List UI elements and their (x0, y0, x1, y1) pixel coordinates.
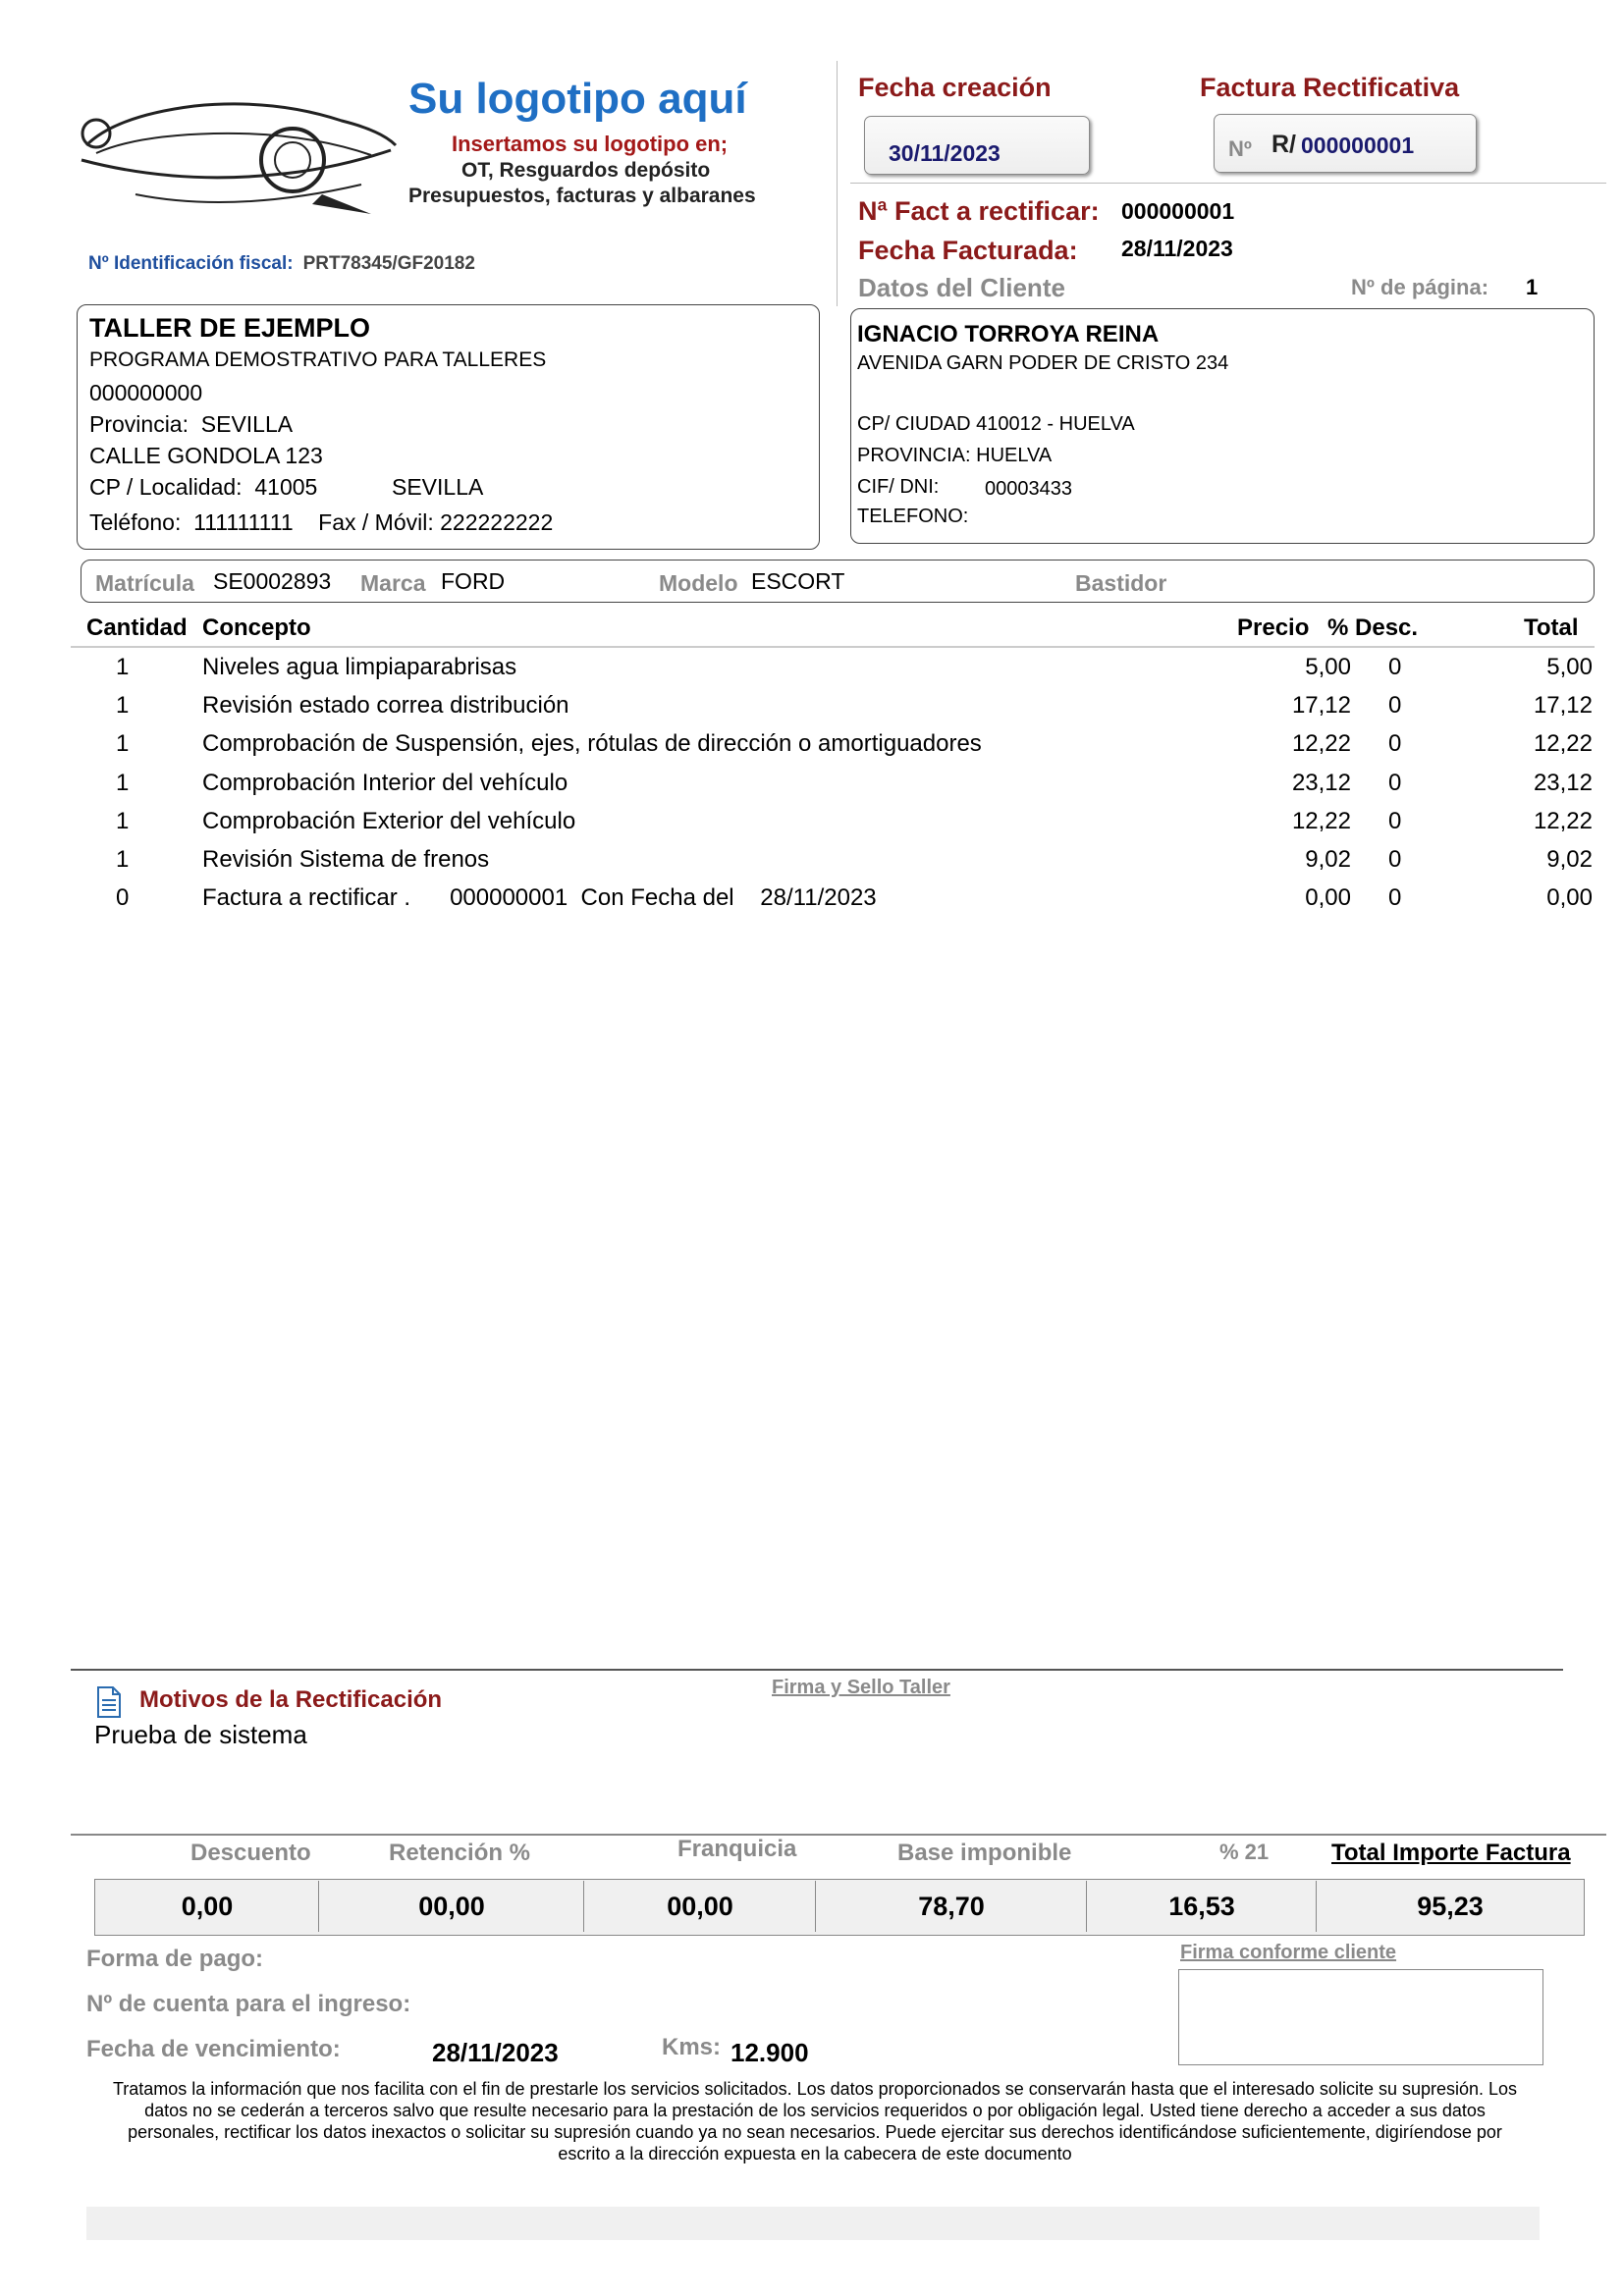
iva-header: % 21 (1219, 1840, 1270, 1864)
taller-name: TALLER DE EJEMPLO (89, 313, 371, 343)
row-concepto: Revisión estado correa distribución (202, 692, 569, 720)
row-desc: 0 (1388, 769, 1402, 796)
taller-cp: 41005 (254, 474, 318, 500)
cliente-direccion: AVENIDA GARN PODER DE CRISTO 234 (857, 352, 1229, 374)
car-logo-icon (77, 77, 401, 224)
fiscal-id-label: Nº Identificación fiscal: (88, 253, 294, 274)
row-precio: 12,22 (1291, 807, 1351, 834)
total-value: 95,23 (1417, 1892, 1484, 1921)
cliente-name: IGNACIO TORROYA REINA (857, 321, 1160, 347)
factura-number-box (1214, 114, 1477, 173)
cliente-cp: 410012 - HUELVA (976, 413, 1135, 435)
vencimiento-label: Fecha de vencimiento: (86, 2036, 341, 2062)
table-row (0, 730, 1623, 768)
firma-cliente-box[interactable] (1178, 1969, 1543, 2065)
motivos-text: Prueba de sistema (94, 1720, 307, 1749)
row-desc: 0 (1388, 692, 1402, 720)
retencion-header: Retención % (389, 1840, 531, 1866)
row-concepto: Comprobación de Suspensión, ejes, rótulas de dirección o amortiguadores (202, 730, 982, 758)
taller-nif: 000000000 (89, 380, 203, 405)
table-row (0, 846, 1623, 883)
fiscal-id-value: PRT78345/GF20182 (302, 253, 475, 274)
divider (71, 1834, 1606, 1836)
fecha-facturada-value: 28/11/2023 (1121, 236, 1233, 261)
fact-rectificar-label: Nª Fact a rectificar: (858, 196, 1100, 226)
numero-series: R/ (1271, 131, 1296, 158)
kms-value: 12.900 (730, 2038, 809, 2067)
row-concepto: Niveles agua limpiaparabrisas (202, 654, 517, 680)
table-row (0, 884, 1623, 922)
col-concepto-header: Concepto (202, 614, 311, 641)
row-cantidad: 1 (116, 730, 130, 758)
descuento-value: 0,00 (96, 1881, 319, 1932)
logo-tagline: Insertamos su logotipo en; (452, 132, 729, 156)
fecha-creacion-box (864, 116, 1090, 175)
fecha-creacion-value: 30/11/2023 (889, 140, 1001, 166)
divider (71, 1669, 1563, 1671)
table-header-divider (71, 646, 1595, 648)
row-concepto: Revisión Sistema de frenos (202, 846, 490, 873)
logo-title: Su logotipo aquí (408, 75, 747, 123)
row-cantidad: 1 (116, 692, 130, 720)
row-cantidad: 1 (116, 654, 130, 680)
row-precio: 9,02 (1305, 846, 1351, 873)
row-total: 12,22 (1533, 730, 1593, 758)
taller-telefono: 111111111 (193, 509, 294, 535)
row-concepto: Factura a rectificar . 000000001 Con Fecha del 28/11/2023 (202, 884, 877, 912)
marca-label: Marca (360, 570, 426, 596)
vehiculo-bar (81, 560, 1595, 603)
footer-bar (86, 2207, 1540, 2240)
total-header: Total Importe Factura (1331, 1840, 1571, 1866)
logo-tagline: OT, Resguardos depósito (461, 159, 711, 182)
row-desc: 0 (1388, 807, 1402, 834)
cliente-provincia-label: PROVINCIA: (857, 445, 971, 466)
kms-label: Kms: (662, 2034, 722, 2060)
pagina-value: 1 (1526, 275, 1539, 299)
table-row (0, 808, 1623, 845)
numero-prefix: Nº (1228, 136, 1252, 161)
matricula-label: Matrícula (95, 570, 194, 596)
marca-value: FORD (441, 568, 506, 594)
taller-box (77, 304, 820, 550)
row-cantidad: 1 (116, 769, 130, 796)
franquicia-header: Franquicia (677, 1836, 797, 1862)
cliente-box (850, 308, 1595, 544)
taller-cp-label: CP / Localidad: (89, 474, 243, 500)
col-total-header: Total (1524, 614, 1579, 641)
col-precio-header: Precio (1237, 614, 1310, 641)
row-precio: 12,22 (1291, 730, 1351, 758)
row-desc: 0 (1388, 730, 1402, 758)
divider (837, 61, 838, 306)
firma-taller-label: Firma y Sello Taller (772, 1677, 950, 1698)
retencion-value: 00,00 (320, 1881, 584, 1932)
firma-cliente-label: Firma conforme cliente (1180, 1942, 1397, 1963)
motivos-label: Motivos de la Rectificación (139, 1686, 443, 1713)
row-precio: 17,12 (1291, 692, 1351, 720)
iva-value: 16,53 (1088, 1881, 1317, 1932)
cliente-provincia: HUELVA (976, 445, 1053, 466)
row-total: 9,02 (1546, 846, 1593, 873)
base-value: 78,70 (817, 1881, 1087, 1932)
cliente-cif-label: CIF/ DNI: (857, 476, 940, 498)
taller-fax: 222222222 (440, 509, 554, 535)
datos-cliente-label: Datos del Cliente (858, 273, 1065, 302)
fact-rectificar-value: 000000001 (1121, 198, 1235, 224)
row-desc: 0 (1388, 884, 1402, 912)
taller-localidad: SEVILLA (392, 474, 484, 500)
pagina-label: Nº de página: (1351, 275, 1489, 299)
divider (850, 183, 1606, 184)
modelo-label: Modelo (659, 570, 738, 596)
numero-value: 000000001 (1301, 133, 1415, 158)
row-cantidad: 1 (116, 846, 130, 873)
fecha-creacion-label: Fecha creación (858, 73, 1052, 102)
row-precio: 5,00 (1305, 654, 1351, 680)
row-precio: 0,00 (1305, 884, 1351, 912)
forma-pago-label: Forma de pago: (86, 1946, 264, 1972)
taller-direccion: CALLE GONDOLA 123 (89, 443, 323, 468)
row-total: 23,12 (1533, 769, 1593, 796)
vencimiento-value: 28/11/2023 (432, 2038, 559, 2067)
row-cantidad: 0 (116, 884, 130, 912)
document-icon (96, 1686, 122, 1718)
cliente-cif: 00003433 (985, 478, 1072, 500)
row-total: 17,12 (1533, 692, 1593, 720)
col-desc-header: % Desc. (1327, 614, 1419, 641)
cuenta-label: Nº de cuenta para el ingreso: (86, 1991, 411, 2017)
modelo-value: ESCORT (751, 568, 845, 594)
row-cantidad: 1 (116, 807, 130, 834)
row-concepto: Comprobación Interior del vehículo (202, 769, 568, 796)
col-cantidad-header: Cantidad (86, 614, 188, 641)
company-logo (77, 69, 803, 240)
fecha-facturada-label: Fecha Facturada: (858, 236, 1078, 265)
matricula-value: SE0002893 (213, 568, 332, 594)
items-table-body (0, 654, 1623, 929)
base-header: Base imponible (897, 1840, 1072, 1866)
bastidor-label: Bastidor (1075, 570, 1167, 596)
factura-type-label: Factura Rectificativa (1200, 73, 1460, 102)
table-row (0, 654, 1623, 691)
row-total: 12,22 (1533, 807, 1593, 834)
logo-tagline: Presupuestos, facturas y albaranes (408, 185, 756, 207)
taller-telefono-label: Teléfono: (89, 509, 182, 535)
row-desc: 0 (1388, 654, 1402, 680)
fiscal-id (88, 253, 475, 275)
cliente-cp-label: CP/ CIUDAD (857, 413, 971, 435)
taller-provincia: SEVILLA (200, 411, 294, 437)
cliente-telefono-label: TELEFONO: (857, 506, 969, 527)
taller-subtitle: PROGRAMA DEMOSTRATIVO PARA TALLERES (89, 348, 547, 371)
row-concepto: Comprobación Exterior del vehículo (202, 807, 576, 834)
row-total: 0,00 (1546, 884, 1593, 912)
table-row (0, 692, 1623, 729)
taller-fax-label: Fax / Móvil: (318, 509, 434, 535)
table-row (0, 770, 1623, 807)
taller-provincia-label: Provincia: (89, 411, 189, 437)
row-total: 5,00 (1546, 654, 1593, 680)
franquicia-value: 00,00 (585, 1881, 816, 1932)
row-precio: 23,12 (1291, 769, 1351, 796)
row-desc: 0 (1388, 846, 1402, 873)
descuento-header: Descuento (190, 1840, 311, 1866)
legal-notice: Tratamos la información que nos facilita con el fin de prestarle los servicios solicitados. Los datos proporcionados se conservarán hasta que el interesado solicite su supresión. Los datos no se cederán a terceros salvo que resulte necesario para la prestación de los servicios requeridos o por obligación legal. Usted tiene derecho a acceder a sus datos personales, rectificar los datos inexactos o solicitar su supresión cuando ya no sean necesarios. Puede ejercitar sus derechos identificándose suficientemente, digiríendose por escrito a la dirección expuesta en la cabecera de este documento (112, 2079, 1518, 2163)
